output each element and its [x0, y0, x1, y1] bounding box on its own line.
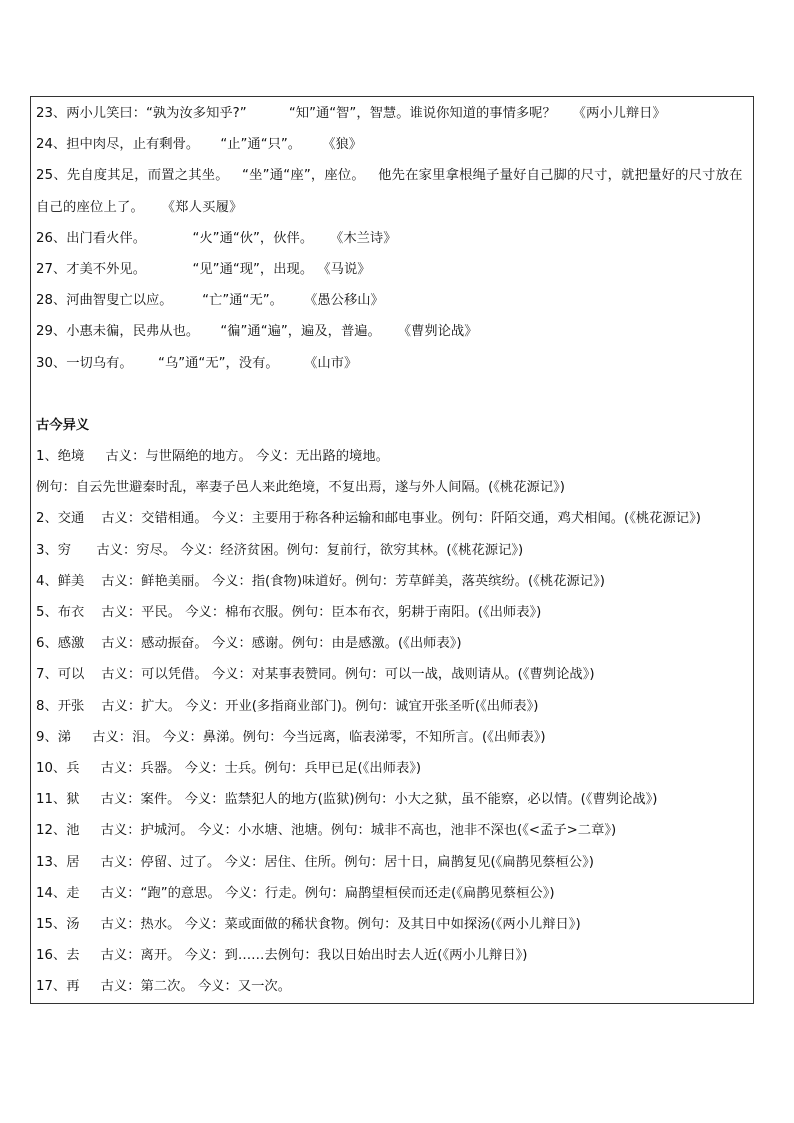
- gujin-item-11: 11、狱 古义：案件。 今义：监禁犯人的地方(监狱)例句：小大之狱，虽不能察，必以情。(《曹刿论战》): [36, 792, 658, 808]
- gujin-item-15: 15、汤 古义：热水。 今义：菜或面做的稀状食物。例句：及其日中如探汤(《两小儿辩日》): [36, 916, 581, 932]
- tongjia-item-27: 27、才美不外见。 “见”通“现”，出现。 《马说》: [36, 261, 371, 277]
- section-heading-gujin: 古今异义: [36, 417, 90, 433]
- gujin-item-14: 14、走 古义：“跑”的意思。 今义：行走。例句：扁鹊望桓侯而还走(《扁鹊见蔡桓公》): [36, 885, 555, 901]
- gujin-item-4: 4、鲜美 古义：鲜艳美丽。 今义：指(食物)味道好。例句：芳草鲜美，落英缤纷。(《桃花源记》): [36, 573, 605, 589]
- gujin-item-9: 9、涕 古义：泪。 今义：鼻涕。例句：今当远离，临表涕零，不知所言。(《出师表》): [36, 729, 546, 745]
- gujin-item-6: 6、感激 古义：感动振奋。 今义：感谢。例句：由是感激。(《出师表》): [36, 636, 462, 652]
- gujin-item-10: 10、兵 古义：兵器。 今义：士兵。例句：兵甲已足(《出师表》): [36, 760, 422, 776]
- gujin-item-12: 12、池 古义：护城河。 今义：小水塘、池塘。例句：城非不高也，池非不深也(《<孟子>二章》): [36, 823, 617, 839]
- document-content: [36, 98, 751, 1002]
- gujin-item-1: 1、绝境 古义：与世隔绝的地方。 今义：无出路的境地。: [36, 449, 389, 465]
- gujin-item-7: 7、可以 古义：可以凭借。 今义：对某事表赞同。例句：可以一战，战则请从。(《曹刿论战》): [36, 667, 595, 683]
- gujin-item-8: 8、开张 古义：扩大。 今义：开业(多指商业部门)。例句：诚宜开张圣听(《出师表》): [36, 698, 539, 714]
- tongjia-item-30: 30、一切乌有。 “乌”通“无”，没有。 《山市》: [36, 355, 358, 371]
- gujin-item-5: 5、布衣 古义：平民。 今义：棉布衣服。例句：臣本布衣，躬耕于南阳。(《出师表》): [36, 605, 542, 621]
- gujin-item-16: 16、去 古义：离开。 今义：到……去例句：我以日始出时去人近(《两小儿辩日》): [36, 948, 528, 964]
- tongjia-item-28: 28、河曲智叟亡以应。 “亡”通“无”。 《愚公移山》: [36, 293, 384, 309]
- tongjia-item-25: 25、先自度其足，而置之其坐。 “坐”通“座”，座位。 他先在家里拿根绳子量好自己脚的尺寸，就把量好的尺寸放在自己的座位上了。 《郑人买履》: [36, 168, 743, 215]
- tongjia-item-24: 24、担中肉尽，止有剩骨。 “止”通“只”。 《狼》: [36, 137, 363, 153]
- gujin-item-2: 2、交通 古义：交错相通。 今义：主要用于称各种运输和邮电事业。例句：阡陌交通，鸡犬相闻。(《桃花源记》): [36, 511, 701, 527]
- tongjia-item-29: 29、小惠未徧，民弗从也。 “徧”通“遍”，遍及，普遍。 《曹刿论战》: [36, 324, 478, 340]
- gujin-item-1-example: 例句：自云先世避秦时乱，率妻子邑人来此绝境，不复出焉，遂与外人间隔。(《桃花源记》): [36, 480, 565, 496]
- gujin-item-3: 3、穷 古义：穷尽。 今义：经济贫困。例句：复前行，欲穷其林。(《桃花源记》): [36, 542, 524, 558]
- spacer: [36, 379, 751, 410]
- tongjia-item-23: 23、两小儿笑曰：“孰为汝多知乎?” “知”通“智”，智慧。谁说你知道的事情多呢？ 《两小儿辩日》: [36, 106, 666, 121]
- tongjia-item-26: 26、出门看火伴。 “火”通“伙”，伙伴。 《木兰诗》: [36, 230, 397, 246]
- gujin-item-13: 13、居 古义：停留、过了。 今义：居住、住所。例句：居十日，扁鹊复见(《扁鹊见蔡桓公》): [36, 854, 594, 870]
- gujin-item-17: 17、再 古义：第二次。 今义：又一次。: [36, 979, 292, 995]
